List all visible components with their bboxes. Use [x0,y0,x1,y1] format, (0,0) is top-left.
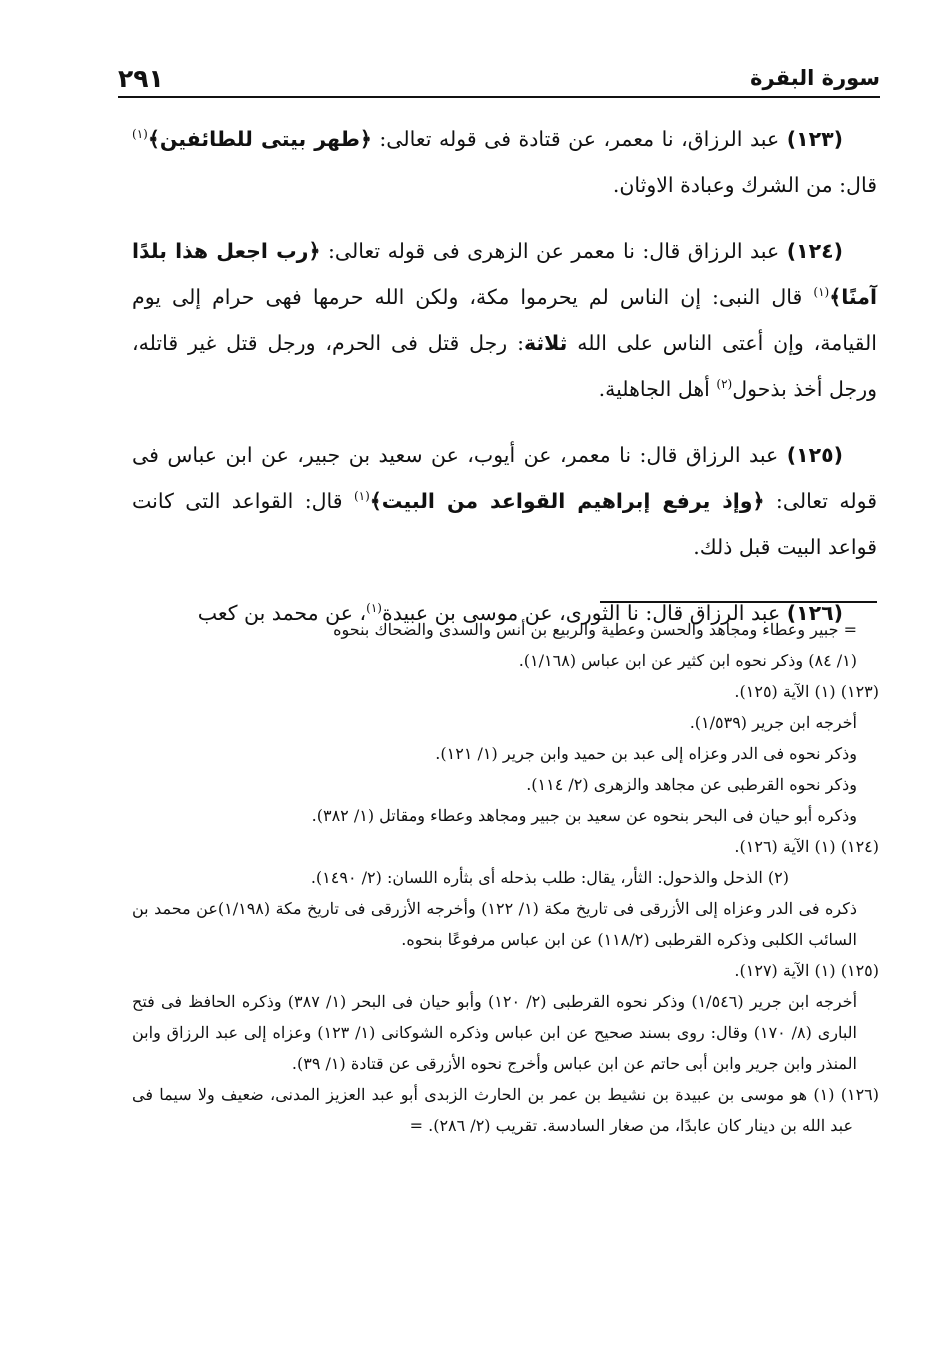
paragraph-number: (١٢٥) [786,443,843,467]
quran-quote: ﴿وإذ يرفع إبراهيم القواعد من البيت﴾ [369,489,765,513]
paragraph-124 [132,228,877,412]
footnote-ref: (١) [132,127,148,142]
paragraph-text: عبد الرزاق، نا معمر، عن قتادة فى قوله تعالى: [371,127,787,151]
footnote-line: ذكره فى الدر وعزاه إلى الأزرقى فى تاريخ مكة (١/ ١٢٢) وأخرجه الأزرقى فى تاريخ مكة (١/١٩٨)عن محمد بن السائب الكلبى وذكره القرطبى (١١٨/٢) عن ابن عباس مرفوعًا بنحوه. [132,899,857,949]
paragraph-text: قال: القواعد التى كانت قواعد البيت قبل ذلك. [132,489,877,559]
page-number: ٢٩١ [118,64,164,93]
footnote-continuation: (١/ ٨٤) وذكر نحوه ابن كثير عن ابن عباس (١/١٦٨). [518,651,857,670]
paragraph-text: عبد الرزاق قال: نا الثورى، عن موسى بن عبيدة [381,601,787,625]
footnote-heading: (١٢٥) (١) الآية (١٢٧). [734,961,879,980]
paragraph-number: (١٢٣) [786,127,843,151]
footnote-line: (١٢٦) (١) هو موسى بن عبيدة بن نشيط بن عمر بن الحارث الزبدى أبو عبد العزيز المدنى، ضعيف ولا سيما فى عبد الله بن دينار كان عابدًا، من صغار السادسة. تقريب (٢/ ٢٨٦). = [132,1085,879,1135]
footnote-line: وذكره أبو حيان فى البحر بنحوه عن سعيد بن جبير ومجاهد وعطاء ومقاتل (١/ ٣٨٢). [311,806,857,825]
paragraph-number: (١٢٤) [786,239,844,263]
paragraph-123 [132,116,877,208]
paragraph-text: قال النبى: إن الناس لم يحرموا مكة، ولكن الله حرمها فهى حرام إلى يوم القيامة، وإن أعتى الناس على الله [132,285,877,355]
footnotes [132,614,879,1141]
paragraph-text: ، عن محمد بن كعب [197,601,367,625]
footnote-heading: (١٢٤) (١) الآية (١٢٦). [734,837,879,856]
footnote-ref: (١) [366,601,382,616]
paragraph-125 [132,432,877,570]
footnote-line: وذكر نحوه القرطبى عن مجاهد والزهرى (٢/ ١١٤). [526,775,857,794]
footnote-line: أخرجه ابن جرير (١/٥٤٦) وذكر نحوه القرطبى (٢/ ١٢٠) وأبو حيان فى البحر (١/ ٣٨٧) وذكره الحافظ فى فتح البارى (٨/ ١٧٠) وقال: روى بسند صحيح عن ابن عباس وذكره الشوكانى (١/ ١٢٣) وعزاه إلى عبد الرزاق وابن المنذر وابن جرير وابن أبى حاتم عن ابن عباس وأخرج نحوه الأزرقى عن قتادة (١/ ٣٩). [132,992,858,1073]
paragraph-text: قال: من الشرك وعبادة الاوثان. [612,173,877,197]
main-text [132,116,877,656]
footnote-ref: (١) [353,489,370,504]
paragraph-text: : رجل قتل فى الحرم، ورجل قتل غير قاتله، ورجل أخذ بذحول [132,331,877,401]
footnote-line: وذكر نحوه فى الدر وعزاه إلى عبد بن حميد وابن جرير (١/ ١٢١). [435,744,857,763]
footnote-separator [600,601,877,603]
emphasized-word: ثلاثة [523,331,568,355]
footnote-line: (٢) الذحل والذحول: الثأر، يقال: طلب بذحله أى بثأره اللسان: (٢/ ١٤٩٠). [310,868,789,887]
footnote-line: أخرجه ابن جرير (١/٥٣٩). [689,713,857,732]
paragraph-text: عبد الرزاق قال: نا معمر، عن أيوب، عن سعيد بن جبير، عن ابن عباس فى قوله تعالى: [132,443,877,513]
surah-title: سورة البقرة [750,66,880,90]
quran-quote: ﴿طهر بيتى للطائفين﴾ [147,127,372,151]
footnote-ref: (١) [813,285,830,300]
paragraph-text: عبد الرزاق قال: نا معمر عن الزهرى فى قوله تعالى: [320,239,787,263]
footnote-ref: (٢) [716,377,733,392]
footnote-continuation: = جبير وعطاء ومجاهد والحسن وعطية والربيع بن أنس والسدى والضحاك بنحوه [333,620,857,639]
paragraph-number: (١٢٦) [786,601,843,625]
footnote-heading: (١٢٣) (١) الآية (١٢٥). [734,682,879,701]
quran-quote: ﴿رب اجعل هذا بلدًا آمنًا﴾ [132,239,877,309]
paragraph-text: أهل الجاهلية. [598,377,717,401]
page-header [118,62,880,98]
